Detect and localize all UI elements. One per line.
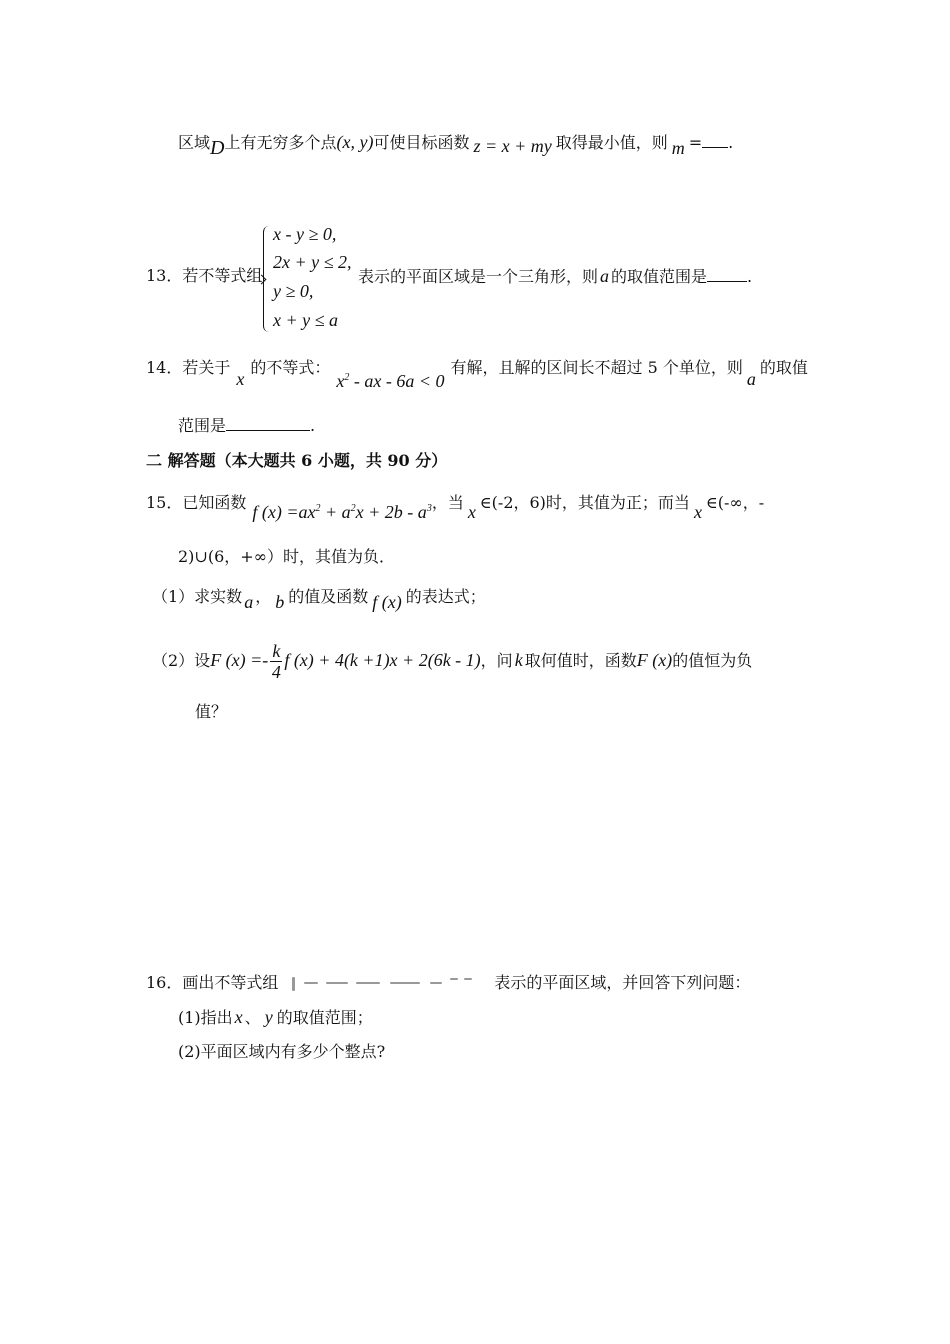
- ineq-row-1: x - y ≥ 0,: [273, 224, 337, 244]
- q16-sub-2: (2)平面区域内有多少个整点?: [178, 1042, 386, 1061]
- q14-line-1: 14．若关于x的不等式：$x^2$ - ax - 6a < 0有解，且解的区间长不超过 5 个单位，则a的取值: [146, 358, 808, 391]
- q13-lead: 13．若不等式组: [146, 266, 263, 285]
- section-heading: 二 解答题（本大题共 6 小题，共 90 分）: [146, 451, 448, 470]
- answer-blank: [707, 267, 747, 282]
- q15-line-2: 2)∪(6，+∞）时，其值为负．: [178, 547, 395, 566]
- q12-line: 区域D上有无穷多个点(x, y)可使目标函数 z = x + my 取得最小值，则 m = .: [178, 132, 734, 159]
- ineq-row-3: y ≥ 0,: [273, 281, 314, 301]
- answer-blank: [226, 416, 310, 431]
- q15-line-end: 值？: [195, 702, 228, 721]
- q16-line-1: 16．画出不等式组 表示的平面区域，并回答下列问题：: [146, 973, 751, 992]
- ineq-row-2: 2x + y ≤ 2,: [273, 252, 352, 272]
- q15-line-1: 15．已知函数 f $(x) =ax^2 + a^2x + 2b - a^3$，当 x ∈(-2，6)时，其值为正；而当 x ∈(-∞，-: [146, 493, 765, 522]
- blurred-inequality-image: [286, 975, 486, 993]
- q15-part-1: （1）求实数 a ， b 的值及函数 f (x) 的表达式；: [152, 587, 486, 612]
- q15-part-2: （2）设F (x) =- $\frac{k}{4}$ f (x) + 4(k +1)x + 2(6k - 1)，问 k 取何值时，函数F (x)的值恒为负: [152, 641, 753, 682]
- q13-text: 表示的平面区域是一个三角形，则 a 的取值范围是 .: [358, 266, 753, 286]
- answer-blank: [702, 133, 728, 148]
- ineq-row-4: x + y ≤ a: [273, 310, 339, 330]
- q14-line-2: 范围是 .: [178, 416, 316, 435]
- q16-sub-1: (1)指出 x 、 y 的取值范围；: [178, 1007, 373, 1027]
